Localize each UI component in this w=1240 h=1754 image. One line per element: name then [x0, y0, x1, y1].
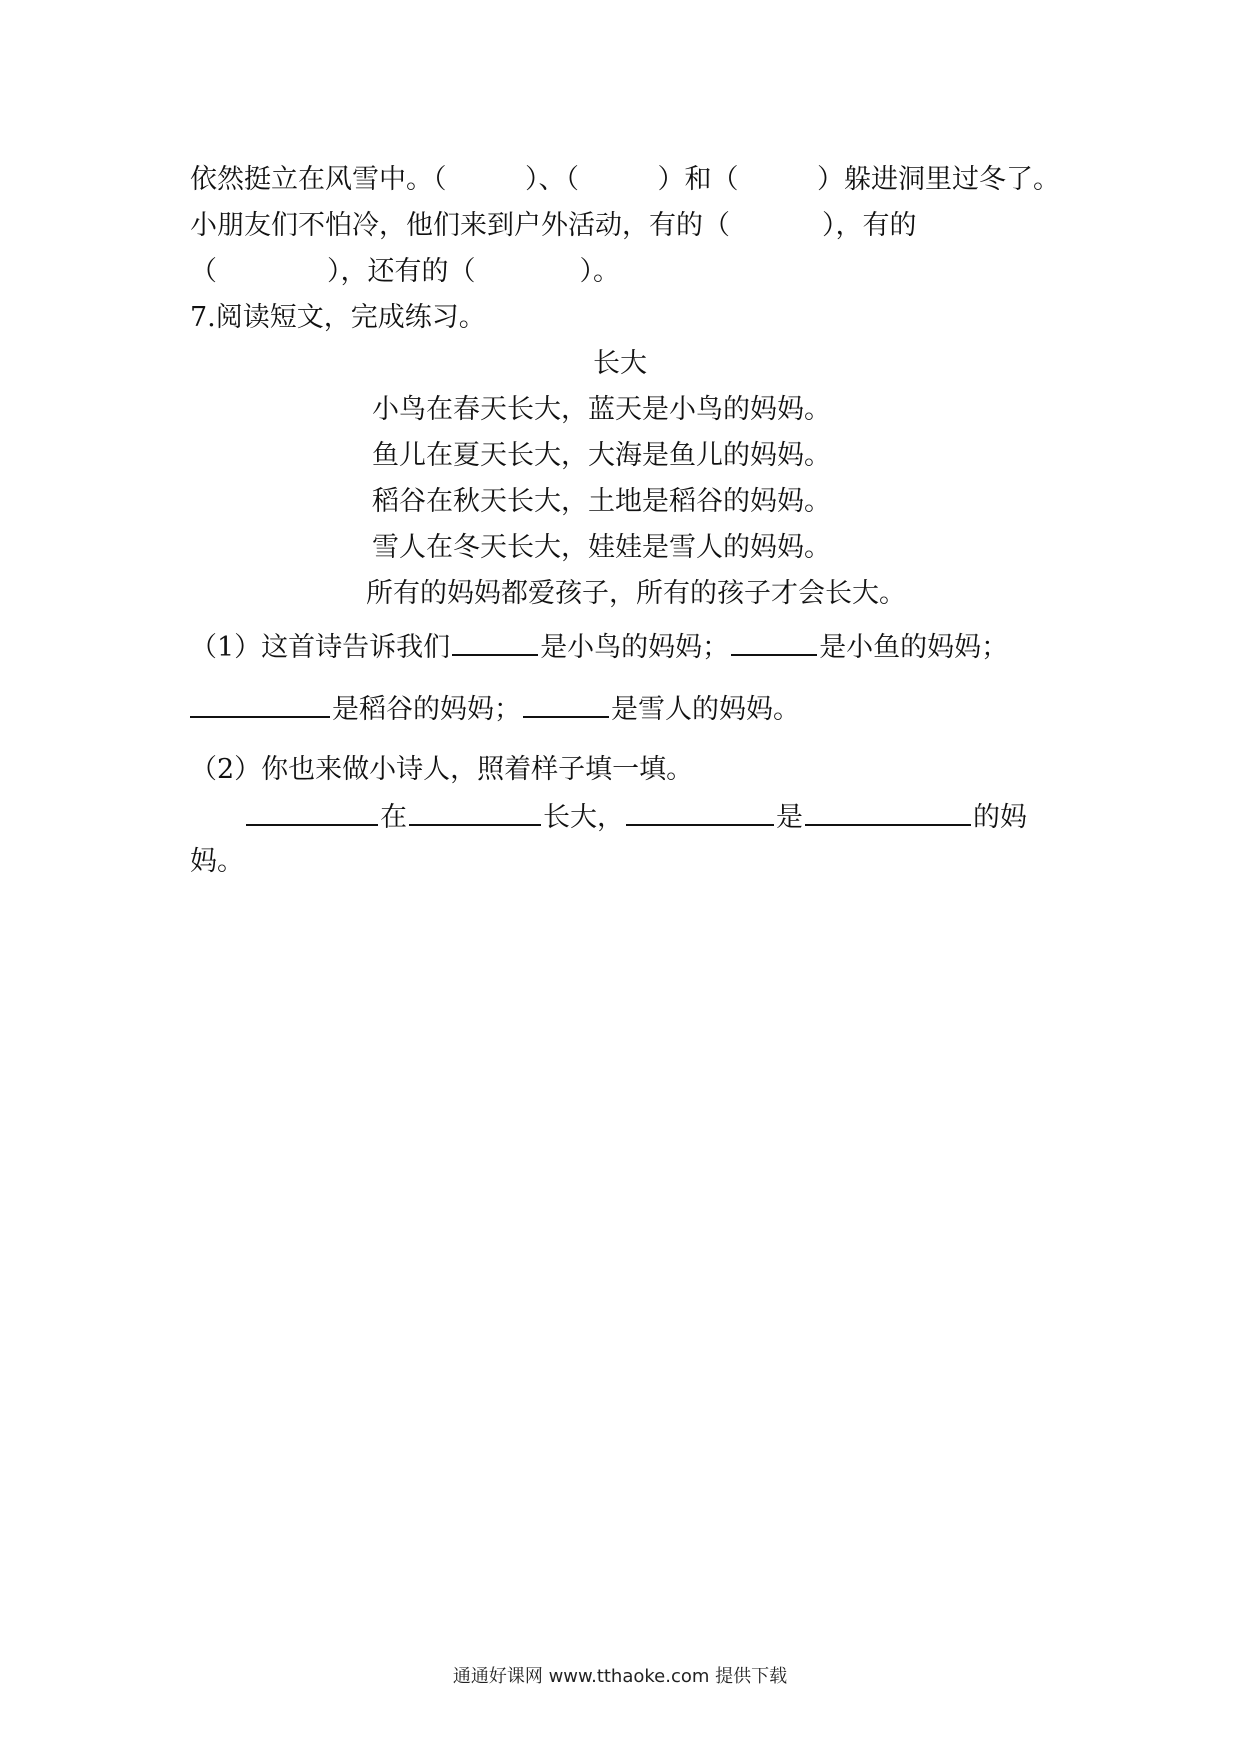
fill-blank-line-3 — [190, 250, 1060, 294]
text-segment: 小朋友们不怕冷，他们来到户外活动，有的（ — [190, 210, 730, 241]
question-1-line-1 — [190, 624, 1060, 670]
text-segment: ）躲进洞里过冬了。 — [817, 164, 1060, 195]
answer-blank[interactable] — [805, 794, 971, 826]
question-heading: 7.阅读短文，完成练习。 — [190, 302, 486, 333]
fill-blank-line-1 — [190, 158, 1060, 202]
answer-blank[interactable] — [731, 624, 817, 656]
question-2-fill-line — [190, 794, 1060, 840]
question-1-line-2 — [190, 686, 1060, 732]
question-1-prefix: （1）这首诗告诉我们 — [190, 632, 451, 663]
text-segment: 的妈 — [973, 802, 1027, 833]
text-segment: 是小鸟的妈妈； — [540, 632, 730, 663]
text-segment: 是雪人的妈妈。 — [611, 694, 800, 725]
text-segment: ），还有的（ — [327, 256, 476, 287]
answer-blank[interactable] — [523, 686, 609, 718]
text-segment: ）和（ — [657, 164, 739, 195]
footer-credit: 通通好课网 www.tthaoke.com 提供下载 — [452, 1666, 788, 1687]
text-segment: 在 — [380, 802, 407, 833]
question-2-prompt: （2）你也来做小诗人，照着样子填一填。 — [190, 754, 694, 785]
fill-blank-line-2 — [190, 204, 1060, 248]
text-segment: （ — [190, 256, 217, 287]
text-segment: ）。 — [579, 256, 620, 287]
text-segment: 是稻谷的妈妈； — [332, 694, 521, 725]
poem-line: 小鸟在春天长大，蓝天是小鸟的妈妈。 — [372, 394, 831, 425]
text-segment: ），有的 — [822, 210, 917, 241]
answer-blank[interactable] — [246, 794, 378, 826]
poem-title: 长大 — [593, 348, 647, 379]
answer-blank[interactable] — [190, 686, 330, 718]
answer-blank[interactable] — [626, 794, 774, 826]
question-2-wrap: 妈。 — [190, 846, 244, 877]
poem-line: 雪人在冬天长大，娃娃是雪人的妈妈。 — [372, 532, 831, 563]
text-segment: 长大， — [543, 802, 624, 833]
text-segment: 是小鱼的妈妈； — [819, 632, 1009, 663]
poem-line: 稻谷在秋天长大，土地是稻谷的妈妈。 — [372, 486, 831, 517]
poem-line: 所有的妈妈都爱孩子，所有的孩子才会长大。 — [366, 578, 906, 609]
text-segment: ）、（ — [525, 164, 579, 195]
text-segment: 是 — [776, 802, 803, 833]
poem-line: 鱼儿在夏天长大，大海是鱼儿的妈妈。 — [372, 440, 831, 471]
answer-blank[interactable] — [409, 794, 541, 826]
text-segment: 依然挺立在风雪中。（ — [190, 164, 447, 195]
answer-blank[interactable] — [452, 624, 538, 656]
